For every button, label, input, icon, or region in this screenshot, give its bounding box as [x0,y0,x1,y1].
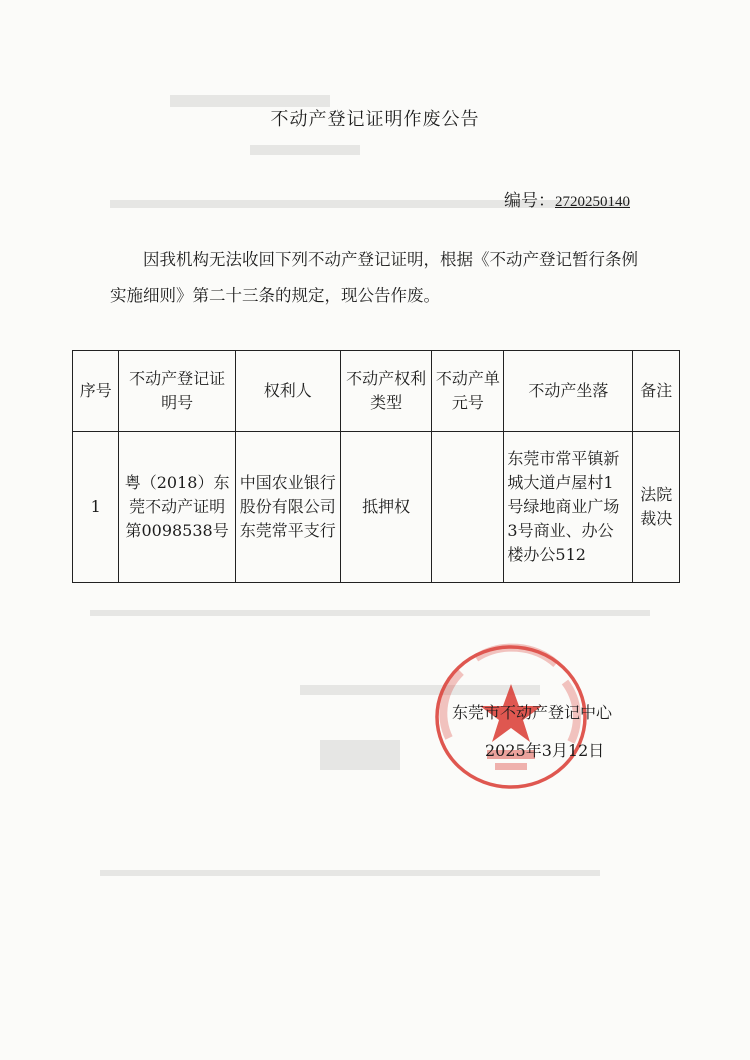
header-serial: 序号 [73,351,119,432]
cell-certificate-number: 粤（2018）东莞不动产证明第0098538号 [119,432,235,583]
table-row [73,432,680,583]
certificate-table [72,350,680,583]
cell-right-holder: 中国农业银行股份有限公司东莞常平支行 [235,432,340,583]
header-unit-number: 不动产单元号 [432,351,504,432]
table-header-row [73,351,680,432]
issuing-organization: 东莞市不动产登记中心 [452,703,613,722]
page-title: 不动产登记证明作废公告 [270,109,480,130]
header-right-type: 不动产权利类型 [340,351,432,432]
cell-right-type: 抵押权 [340,432,432,583]
issue-date: 2025年3月12日 [485,741,605,760]
header-remarks: 备注 [633,351,680,432]
cell-unit-number [432,432,504,583]
document-number [504,186,630,211]
document-number-value: 2720250140 [555,194,630,210]
header-right-holder: 权利人 [235,351,340,432]
announcement-body: 因我机构无法收回下列不动产登记证明，根据《不动产登记暂行条例实施细则》第二十三条的规定，现公告作废。 [110,250,638,305]
cell-serial: 1 [73,432,119,583]
cell-location: 东莞市常平镇新城大道卢屋村1号绿地商业广场3号商业、办公楼办公512 [504,432,633,583]
document-number-label: 编号： [504,191,555,211]
header-location: 不动产坐落 [504,351,633,432]
header-certificate-number: 不动产登记证明号 [119,351,235,432]
cell-remarks: 法院裁决 [633,432,680,583]
